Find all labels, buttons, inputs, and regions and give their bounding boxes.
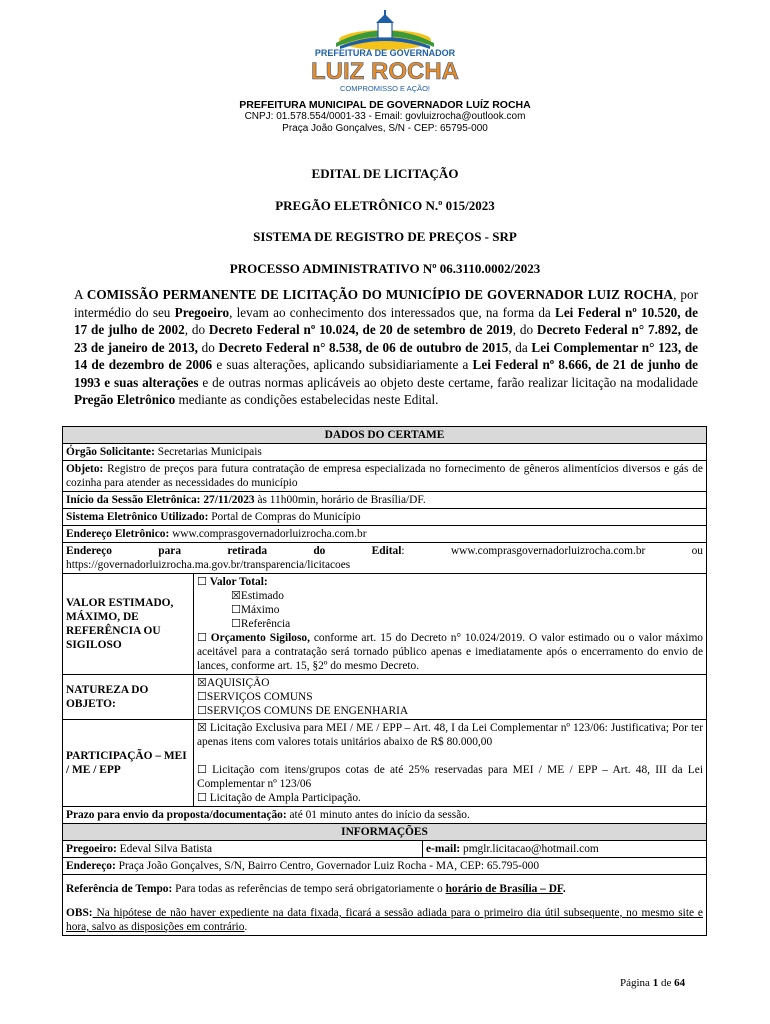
natureza-options-cell: ☒AQUISIÇÃO ☐SERVIÇOS COMUNS ☐SERVIÇOS COMUNS DE ENGENHARIA [194,675,707,720]
page-number: Página 1 de 64 [620,977,686,989]
checkbox-cotas[interactable]: ☐ [197,763,207,776]
row-sistema: Sistema Eletrônico Utilizado: Portal de Compras do Município [63,509,707,526]
valor-label-cell: VALOR ESTIMADO, MÁXIMO, DE REFERÊNCIA OU SIGILOSO [63,574,194,675]
row-endereco-eletronico: Endereço Eletrônico: www.comprasgovernadorluizrocha.com.br [63,526,707,543]
checkbox-ampla[interactable]: ☐ [197,791,207,804]
row-orgao: Órgão Solicitante: Secretarias Municipais [63,444,707,461]
checkbox-servicos[interactable]: ☐ [197,690,207,703]
checkbox-orcamento-sigiloso[interactable]: ☐ [197,631,207,644]
info-heading: INFORMAÇÕES [63,824,707,841]
header-address: Praça João Gonçalves, S/N - CEP: 65795-000 [282,123,488,134]
row-endereco: Endereço: Praça João Gonçalves, S/N, Bairro Centro, Governador Luiz Rocha - MA, CEP: 65.795-000 [63,858,707,875]
logo-top-text: PREFEITURA DE GOVERNADOR [314,48,456,58]
church-icon [378,22,392,38]
checkbox-valor-total[interactable]: ☐ [197,575,207,588]
row-inicio: Início da Sessão Eletrônica: 27/11/2023 às 11h00min, horário de Brasília/DF. [63,492,707,509]
row-objeto: Objeto: Registro de preços para futura contratação de empresa especializada no fornecimento de gêneros alimentícios diversos e gás de cozinha para atender as necessidades do município [63,461,707,492]
checkbox-referencia[interactable]: ☐ [231,617,241,630]
title-pregao: PREGÃO ELETRÔNICO N.º 015/2023 [275,198,495,213]
row-prazo: Prazo para envio da proposta/documentação: até 01 minuto antes do início da sessão. [63,807,707,824]
prefeitura-logo [300,10,470,96]
natureza-label-cell: NATUREZA DO OBJETO: [63,675,194,720]
intro-paragraph: A COMISSÃO PERMANENTE DE LICITAÇÃO DO MUNICÍPIO DE GOVERNADOR LUIZ ROCHA, por intermédio do seu Pregoeiro, levam ao conhecimento dos interessados que, na forma da Lei Federal nº 10.520, de 17 de julho de 2002, do Decreto Federal nº 10.024, de 20 de setembro de 2019, do Decreto Federal n° 7.892, de 23 de janeiro de 2013, do Decreto Federal n° 8.538, de 06 de outubro de 2015, da Lei Complementar n° 123, de 14 de dezembro de 2006 e suas alterações, aplicando subsidiariamente a Lei Federal nº 8.666, de 21 de junho de 1993 e suas alterações e de outras normas aplicáveis ao objeto deste certame, farão realizar licitação na modalidade Pregão Eletrônico mediante as condições estabelecidas neste Edital. [74,287,699,407]
checkbox-aquisicao[interactable]: ☒ [197,676,207,689]
title-edital: EDITAL DE LICITAÇÃO [311,166,459,181]
pregoeiro-email[interactable]: pmglr.licitacao@hotmail.com [460,843,599,855]
logo-tagline: COMPROMISSO E AÇÃO! [339,84,431,93]
certame-table [62,426,707,936]
header-cnpj: CNPJ: 01.578.554/0001-33 - Email: govluizrocha@outlook.com [244,111,526,122]
link-edital-2[interactable]: https://governadorluizrocha.ma.gov.br/transparencia/licitacoes [66,559,351,571]
participacao-options-cell: ☒ Licitação Exclusiva para MEI / ME / EPP – Art. 48, I da Lei Complementar nº 123/06: Justificativa; Por ter apenas itens com valores totais unitários abaixo de R$ 80.000,00 ☐ Licitação com itens/grupos cotas de até 25% reservadas para MEI / ME / EPP – Art. 48, III da Lei Complementar nº 123/06 ☐ Licitação de Ampla Participação. [194,720,707,807]
row-pregoeiro: Pregoeiro: Edeval Silva Batista e-mail: pmglr.licitacao@hotmail.com [63,841,707,858]
title-srp: SISTEMA DE REGISTRO DE PREÇOS - SRP [253,229,517,244]
link-compras[interactable]: www.comprasgovernadorluizrocha.com.br [169,528,367,540]
row-endereco-edital: Endereço para retirada do Edital: www.comprasgovernadorluizrocha.com.br ou https://governadorluizrocha.ma.gov.br/transparencia/licitacoes [63,543,707,574]
link-edital-1[interactable]: www.comprasgovernadorluizrocha.com.br [450,545,646,557]
checkbox-exclusiva[interactable]: ☒ [197,721,207,734]
header-name: PREFEITURA MUNICIPAL DE GOVERNADOR LUÍZ ROCHA [239,99,531,111]
table-heading: DADOS DO CERTAME [63,427,707,444]
checkbox-engenharia[interactable]: ☐ [197,704,207,717]
checkbox-estimado[interactable]: ☒ [231,589,241,602]
title-processo: PROCESSO ADMINISTRATIVO Nº 06.3110.0002/2023 [229,261,541,276]
logo-main-text: LUIZ ROCHA [311,58,459,85]
participacao-label-cell: PARTICIPAÇÃO – MEI / ME / EPP [63,720,194,807]
row-referencia-tempo: Referência de Tempo: Para todas as referências de tempo será obrigatoriamente o horário de Brasília – DF. OBS: Na hipótese de não haver expediente na data fixada, ficará a sessão adiada para o primeiro dia útil subsequente, no mesmo site e hora, salvo as disposições em contrário. [63,875,707,936]
checkbox-maximo[interactable]: ☐ [231,603,241,616]
valor-options-cell: ☐ Valor Total: ☒Estimado ☐Máximo ☐Referência ☐ Orçamento Sigiloso, conforme art. 15 do Decreto n° 10.024/2019. O valor estimado ou o valor máximo aceitável para a contratação será tornado público apenas e imediatamente após o encerramento do envio de lances, conforme art. 15, §2º do mesmo Decreto. [194,574,707,675]
